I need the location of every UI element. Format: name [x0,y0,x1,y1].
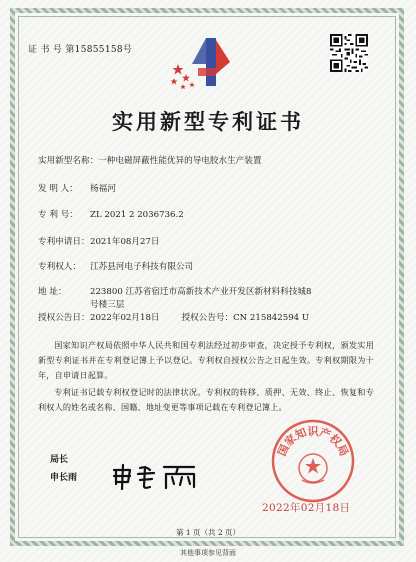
director-signature [110,462,205,490]
seal-date: 2022年02月18日 [262,502,351,514]
field-label: 发 明 人： [38,184,78,194]
field-application-date [38,236,160,248]
field-inventor [38,183,116,195]
field-patent-number [38,209,184,221]
official-seal-icon [270,418,356,504]
cnipa-logo-icon [168,34,238,92]
grant-date: 2022年02月18日 [90,313,160,323]
field-address [38,286,311,298]
certificate-title: 实用新型专利证书 [112,109,304,134]
field-label: 专利权人： [38,262,81,272]
field-patentee [38,261,193,273]
field-label: 实用新型名称： [38,156,99,166]
qr-code-icon [330,34,368,72]
grant-number-label: 授权公告号： [181,313,234,323]
director-name: 申长雨 [50,473,78,483]
field-label: 专 利 号： [38,210,78,220]
legal-paragraph-1: 国家知识产权局依照中华人民共和国专利法经过初步审查，决定授予专利权，颁发实用新型专利证书并在专利登记簿上予以登记。专利权自授权公告之日起生效。专利权期限为十年，自申请日起算。 [38,340,374,380]
field-label: 授权公告日： [38,313,90,323]
certificate-number: 证 书 号 第15855158号 [28,45,133,55]
field-value: 2021年08月27日 [90,237,160,247]
field-value: 杨福河 [90,184,116,194]
svg-text:国家知识产权局 [274,424,350,458]
field-label: 专利申请日： [38,237,90,247]
footer-note: 其他事项参见背面 [180,549,236,557]
grant-number: CN 215842594 U [233,313,310,323]
page-indicator: 第 1 页（共 2 页） [175,528,241,537]
field-value: 一种电磁屏蔽性能优异的导电胶水生产装置 [98,156,262,166]
field-value: ZL 2021 2 2036736.2 [90,210,184,220]
field-value: 江苏县河电子科技有限公司 [90,262,194,272]
director-title: 局长 [50,455,69,465]
seal-text: 国家知识产权局 [275,424,351,459]
field-utility-model-name [38,155,261,167]
field-value: 223800 江苏省宿迁市高新技术产业开发区新材料科技城8 [90,287,312,297]
legal-paragraph-2: 专利证书记载专利权登记时的法律状况。专利权的转移、质押、无效、终止、恢复和专利权人的姓名或名称、国籍、地址变更等事项记载在专利登记簿上。 [38,387,374,412]
field-label: 地 址： [38,287,67,297]
field-grant-announcement [38,312,309,324]
field-address-line2: 号楼三层 [90,300,125,310]
